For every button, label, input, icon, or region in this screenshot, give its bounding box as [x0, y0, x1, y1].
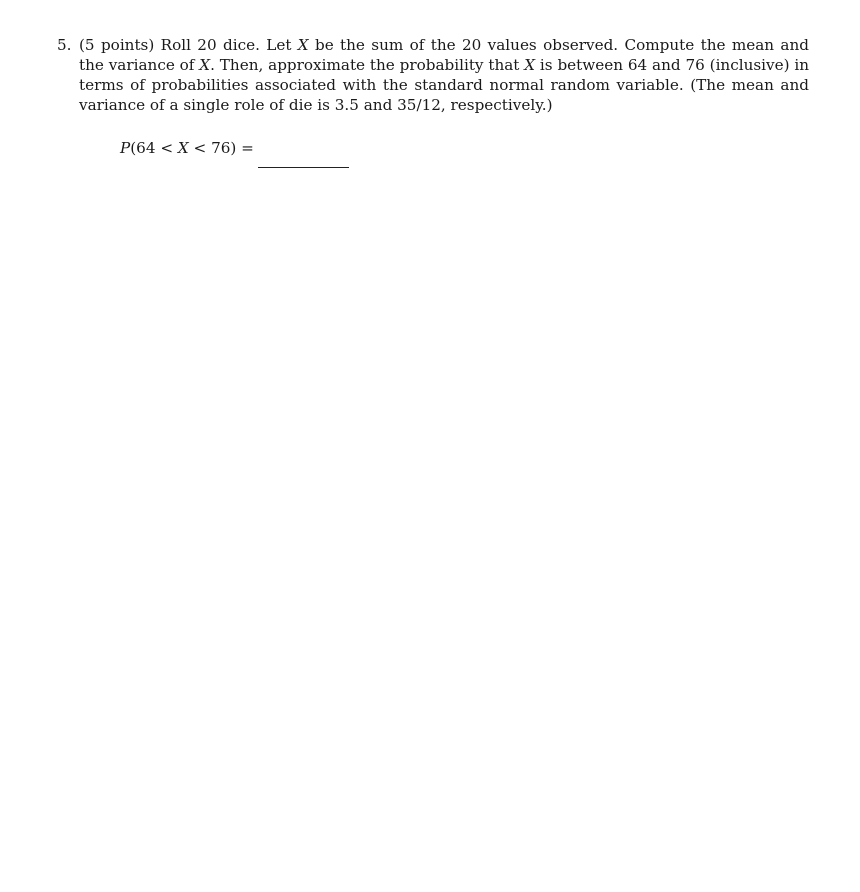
problem-text-segment-0: Roll 20 dice. Let	[154, 36, 298, 54]
problem-statement	[79, 35, 809, 115]
problem-5	[57, 35, 809, 115]
problem-text-segment-2: be the sum of the 20 values observed. Compute the mean and the variance of	[79, 36, 809, 74]
problem-row	[57, 35, 809, 115]
problem-text-segment-5: X	[524, 56, 536, 74]
answer-label	[120, 138, 254, 158]
answer-blank[interactable]	[258, 138, 349, 168]
answer-row	[120, 138, 349, 168]
problem-text-segment-3: X	[199, 56, 211, 74]
problem-text-segment-6: is between 64 and 76 (inclusive) in terms of probabilities associated with the standard normal random variable. (The mean and variance of a single role of die is 3.5 and 35/12, respectively.)	[79, 56, 809, 114]
answer-label-prefix: P	[120, 139, 131, 157]
problem-text-segment-1: X	[297, 36, 309, 54]
answer-label-close: < 76) =	[188, 139, 254, 157]
problem-text-segment-4: . Then, approximate the probability that	[210, 56, 525, 74]
answer-label-open: (64 <	[130, 139, 178, 157]
problem-number: 5.	[57, 36, 72, 54]
answer-label-var: X	[177, 139, 189, 157]
problem-points: (5 points)	[79, 36, 155, 54]
